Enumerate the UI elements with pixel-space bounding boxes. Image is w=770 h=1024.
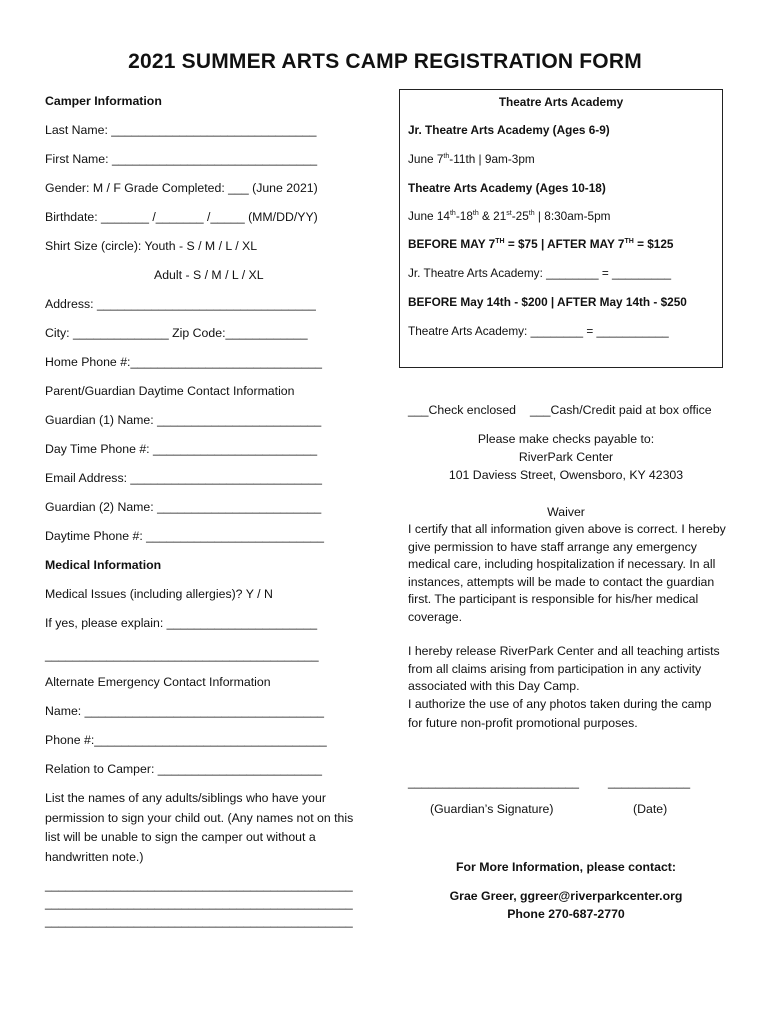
payee-address: 101 Daviess Street, Owensboro, KY 42303 — [448, 468, 684, 482]
photo-authorization-text: I authorize the use of any photos taken during the camp for future non-profit promotional purposes. — [408, 697, 712, 730]
jr-academy-dates: June 7th-11th | 9am-3pm — [408, 152, 535, 166]
payee-name: RiverPark Center — [518, 450, 614, 464]
release-text: I hereby release RiverPark Center and all teaching artists from all claims arising from participation in any activity associated with this Day Camp. — [408, 644, 720, 694]
jr-academy-pricing: BEFORE MAY 7TH = $75 | AFTER MAY 7TH = $125 — [408, 237, 674, 251]
date-line[interactable]: ____________ — [608, 775, 691, 789]
medical-explain-line[interactable]: ________________________________________ — [45, 648, 319, 662]
gender-grade-field[interactable]: Gender: M / F Grade Completed: ___ (June 2021) — [45, 181, 318, 195]
first-name-field[interactable]: First Name: ______________________________ — [45, 152, 318, 166]
contact-phone: Phone 270-687-2770 — [507, 907, 625, 921]
jr-academy-total-field[interactable]: Jr. Theatre Arts Academy: ________ = _________ — [408, 266, 672, 280]
alternate-phone-field[interactable]: Phone #:__________________________________ — [45, 733, 327, 747]
pickup-names-line-1[interactable]: _____________________________________________ — [45, 878, 353, 892]
camper-information-heading: Camper Information — [45, 94, 162, 108]
shirt-size-adult[interactable]: Adult - S / M / L / XL — [154, 268, 264, 282]
email-address-field[interactable]: Email Address: ____________________________ — [45, 471, 322, 485]
more-info-heading: For More Information, please contact: — [455, 860, 676, 874]
guardian-signature-line[interactable]: _________________________ — [408, 775, 579, 789]
academy-heading: Theatre Arts Academy (Ages 10-18) — [408, 181, 606, 195]
medical-information-heading: Medical Information — [45, 558, 162, 572]
birthdate-field[interactable]: Birthdate: _______ /_______ /_____ (MM/DD/YY) — [45, 210, 318, 224]
waiver-text: I certify that all information given above is correct. I hereby give permission to have staff arrange any emergency medical care, including hospitalization if necessary. In all instances, attempts will be made to contact the guardian first. The participant is responsible for his/her medical coverage. — [408, 522, 726, 624]
check-enclosed-option[interactable]: ___Check enclosed — [408, 403, 517, 417]
authorized-pickup-instructions: List the names of any adults/siblings who have your permission to sign your child out. (Any names not on this list will be unable to sign the camper out without a handwritten note.) — [45, 791, 354, 864]
day-time-phone-field[interactable]: Day Time Phone #: ________________________ — [45, 442, 318, 456]
contact-name-email: Grae Greer, ggreer@riverparkcenter.org — [449, 889, 683, 903]
last-name-field[interactable]: Last Name: ______________________________ — [45, 123, 317, 137]
guardian-contact-heading: Parent/Guardian Daytime Contact Information — [45, 384, 295, 398]
waiver-heading: Waiver — [547, 505, 585, 519]
medical-explain-field[interactable]: If yes, please explain: ______________________ — [45, 616, 318, 630]
jr-academy-heading: Jr. Theatre Arts Academy (Ages 6-9) — [408, 123, 610, 137]
guardian-signature-label: (Guardian’s Signature) — [430, 802, 554, 816]
pickup-names-line-3[interactable]: _____________________________________________ — [45, 914, 353, 928]
address-field[interactable]: Address: ________________________________ — [45, 297, 316, 311]
relation-to-camper-field[interactable]: Relation to Camper: ________________________ — [45, 762, 322, 776]
academy-pricing: BEFORE May 14th - $200 | AFTER May 14th - $250 — [408, 295, 687, 309]
home-phone-field[interactable]: Home Phone #:____________________________ — [45, 355, 322, 369]
shirt-size-youth[interactable]: Shirt Size (circle): Youth - S / M / L / XL — [45, 239, 258, 253]
alternate-name-field[interactable]: Name: ___________________________________ — [45, 704, 324, 718]
medical-issues-field[interactable]: Medical Issues (including allergies)? Y / N — [45, 587, 273, 601]
daytime-phone-2-field[interactable]: Daytime Phone #: __________________________ — [45, 529, 324, 543]
box-heading: Theatre Arts Academy — [498, 95, 624, 109]
alternate-contact-heading: Alternate Emergency Contact Information — [45, 675, 271, 689]
pickup-names-line-2[interactable]: _____________________________________________ — [45, 896, 353, 910]
academy-total-field[interactable]: Theatre Arts Academy: ________ = ___________ — [408, 324, 669, 338]
date-label: (Date) — [633, 802, 668, 816]
guardian-1-name-field[interactable]: Guardian (1) Name: ________________________ — [45, 413, 322, 427]
cash-credit-option[interactable]: ___Cash/Credit paid at box office — [530, 403, 712, 417]
payable-instructions: Please make checks payable to: — [477, 432, 655, 446]
academy-dates: June 14th-18th & 21st-25th | 8:30am-5pm — [408, 209, 611, 223]
form-title: 2021 SUMMER ARTS CAMP REGISTRATION FORM — [128, 50, 642, 73]
guardian-2-name-field[interactable]: Guardian (2) Name: ________________________ — [45, 500, 322, 514]
city-zip-field[interactable]: City: ______________ Zip Code:____________ — [45, 326, 308, 340]
